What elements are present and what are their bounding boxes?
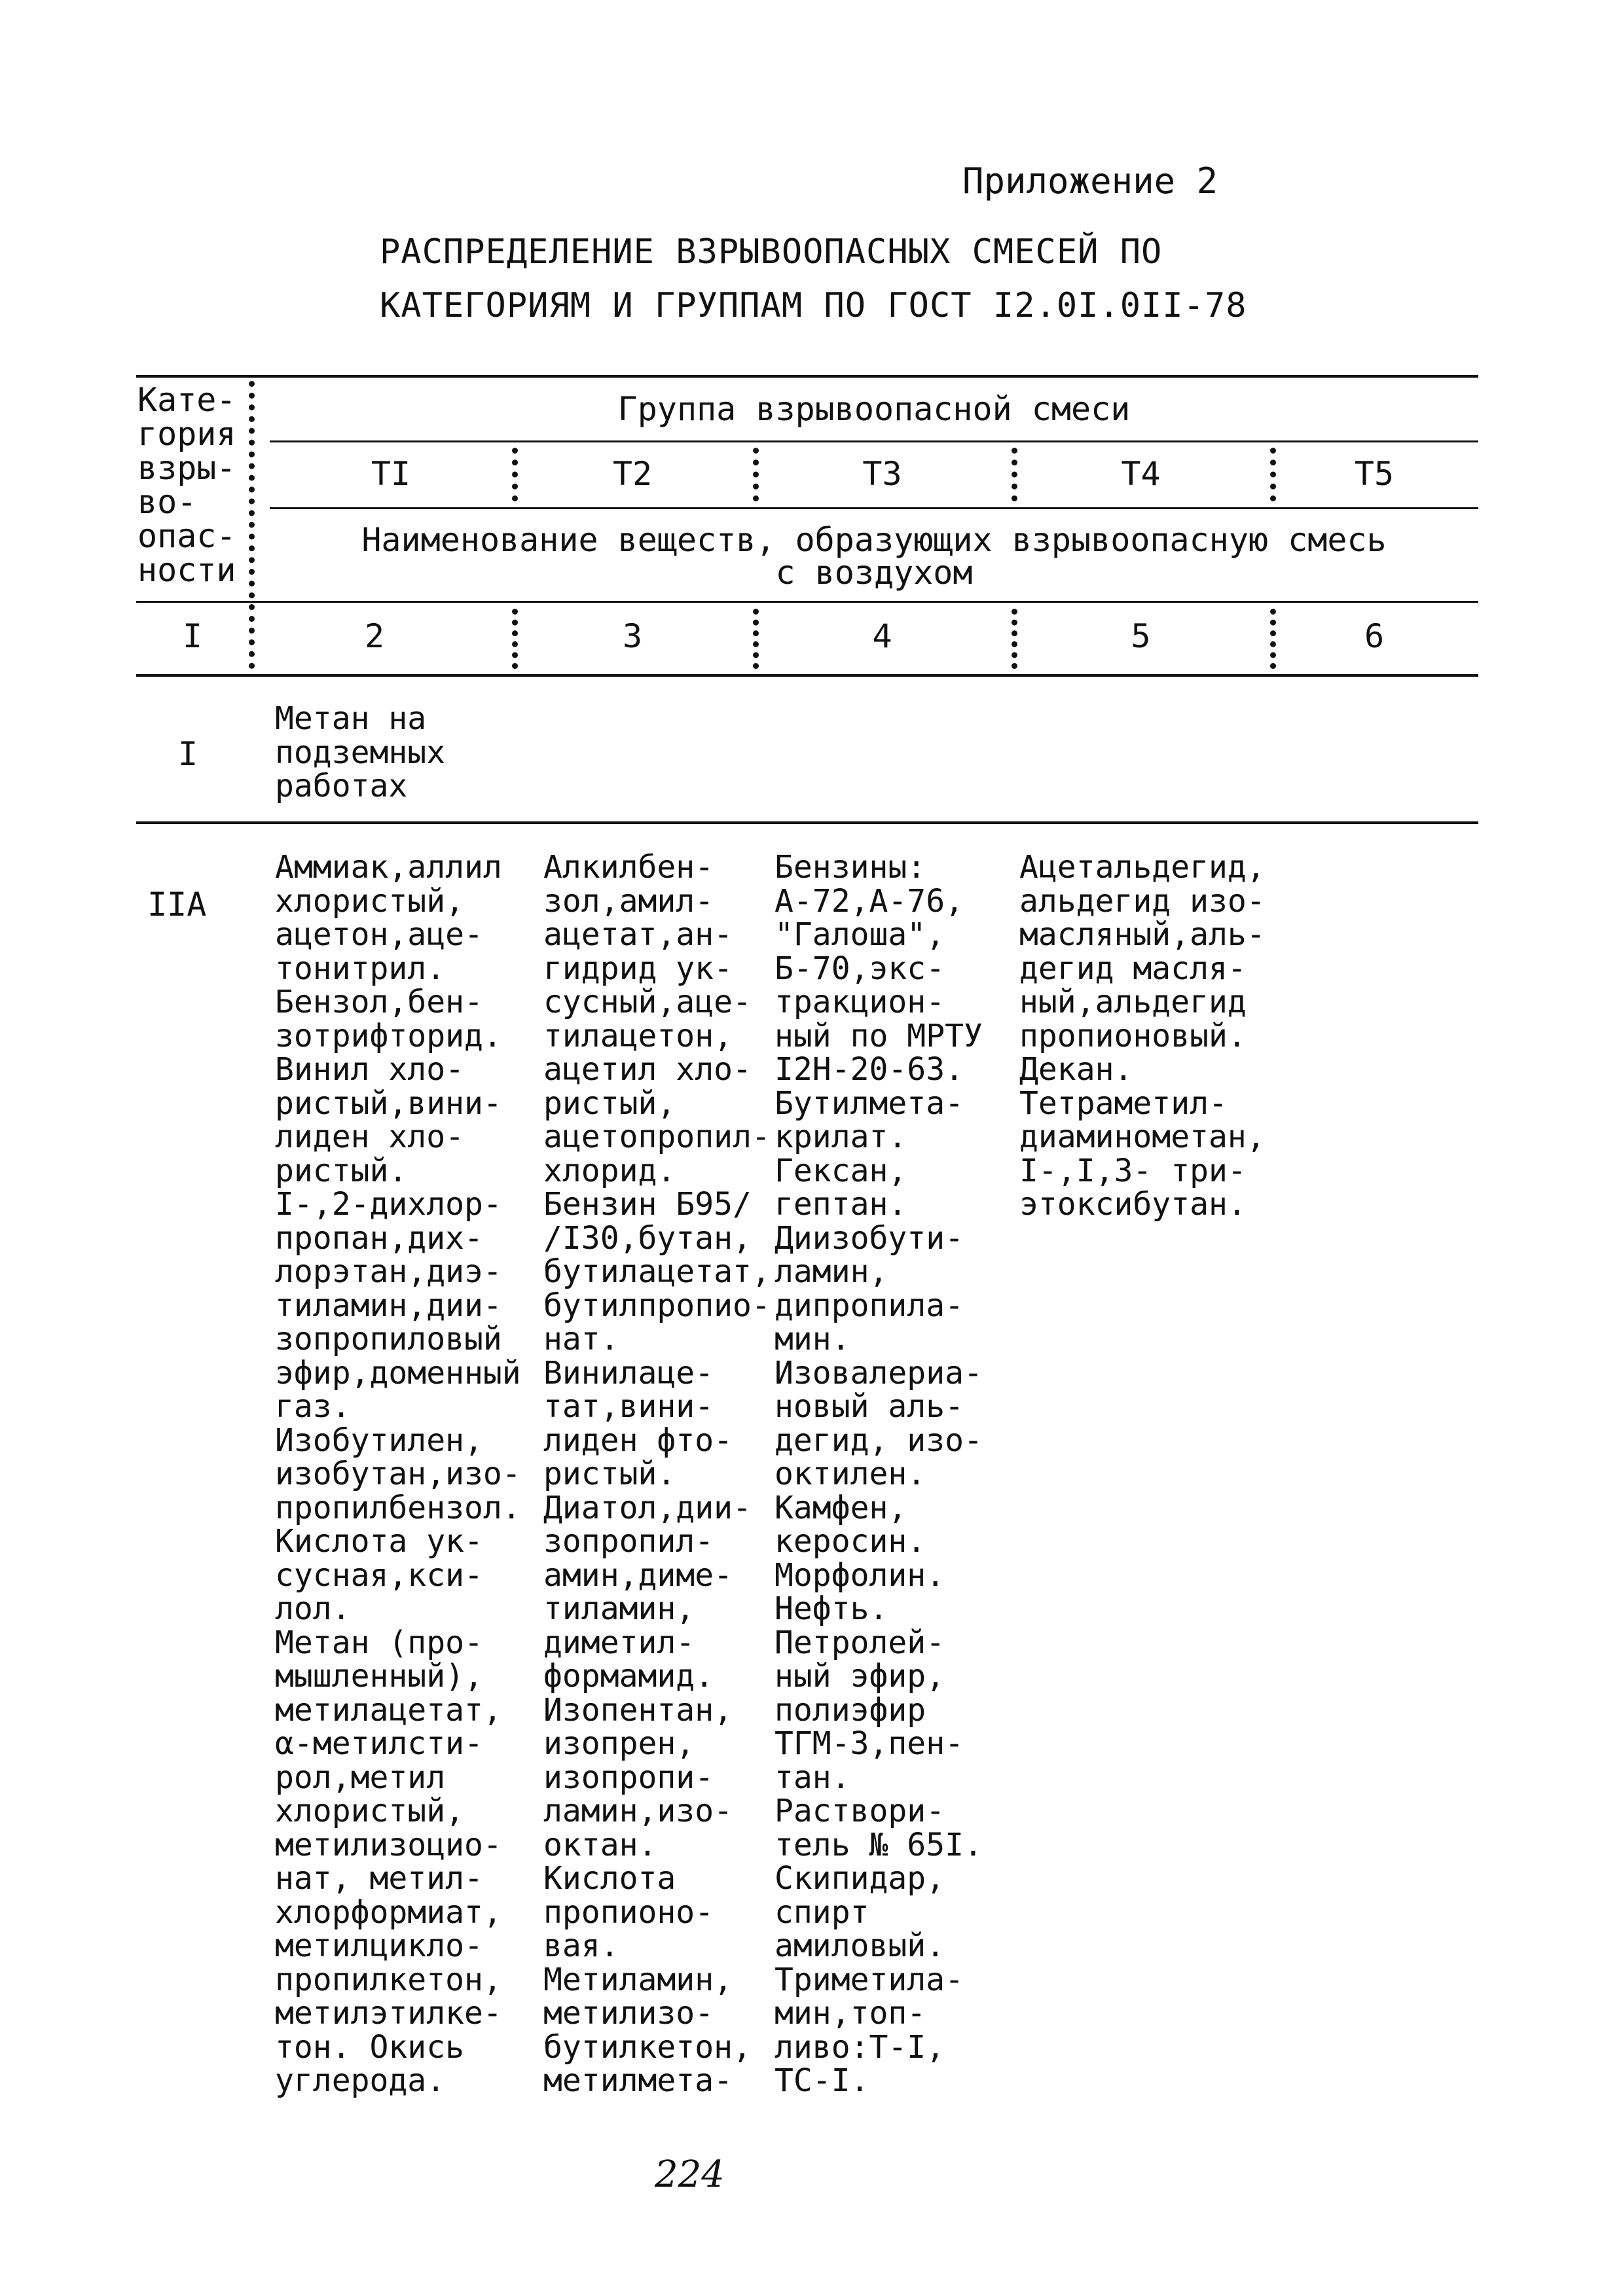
row-1-t1: Метан на подземных работах: [275, 700, 446, 804]
group-header-rule: [270, 440, 1478, 442]
page-number: 224: [655, 2153, 725, 2196]
row-1-category: I: [178, 735, 198, 773]
column-numbers-rule: [136, 674, 1478, 677]
substances-header-rule: [136, 601, 1478, 603]
document-title-line-2: КАТЕГОРИЯМ И ГРУППАМ ПО ГОСТ I2.0I.0II-78: [380, 286, 1247, 325]
row-2-category: IIA: [147, 886, 207, 924]
substances-header: Наименование веществ, образующих взрывоопасную смесь с воздухом: [361, 521, 1387, 592]
category-column-divider: [249, 381, 255, 669]
row-2-t4: Ацетальдегид, альдегид изо- масляный,аль- дегид масля- ный,альдегид пропионовый. Декан. Тетраметил- диаминометан, I-,I,3- три- этоксибутан.: [1019, 849, 1266, 1223]
column-number-6: 6: [1364, 617, 1385, 655]
groups-rule: [270, 507, 1478, 509]
column-number-2: 2: [364, 617, 385, 655]
group-t5: T5: [1354, 455, 1395, 493]
row-separator: [136, 821, 1478, 824]
group-t4: T4: [1121, 455, 1161, 493]
group-t2: T2: [612, 455, 653, 493]
row-2-t3: Бензины: А-72,А-76, "Галоша", Б-70,экс- тракцион- ный по МРТУ I2Н-20-63. Бутилмета- крилат. Гексан, гептан. Диизобути- ламин, дипропила- мин. Изовалериа- новый аль- дегид, изо- октилен. Камфен, керосин. Морфолин. Нефть. Петролей- ный эфир, полиэфир ТГМ-3,пен- тан. Раствори- тель № 65I. Скипидар, спирт амиловый. Триметила- мин,топ- ливо:Т-I, ТС-I.: [775, 849, 983, 2099]
group-t3: T3: [862, 455, 902, 493]
appendix-label: Приложение 2: [962, 160, 1218, 202]
column-number-5: 5: [1131, 617, 1151, 655]
table-top-rule: [136, 375, 1478, 378]
column-number-3: 3: [622, 617, 643, 655]
document-title-line-1: РАСПРЕДЕЛЕНИЕ ВЗРЫВООПАСНЫХ СМЕСЕЙ ПО: [380, 232, 1163, 272]
category-column-header: Кате- гория взры- во- опас- ности: [137, 381, 236, 589]
group-t1: TI: [371, 455, 411, 493]
group-header: Группа взрывоопасной смеси: [617, 390, 1131, 428]
column-number-1: I: [182, 617, 203, 655]
row-2-t2: Алкилбен- зол,амил- ацетат,ан- гидрид ук- сусный,аце- тилацетон, ацетил хло- ристый, ацетопропил- хлорид. Бензин Б95/ /I30,бутан, бутилацетат, бутилпропио- нат. Винилаце- тат,вини- лиден фто- ристый. Диатол,дии- зопропил- амин,диме- тиламин, диметил- формамид. Изопентан, изопрен, изопропи- ламин,изо- октан. Кислота пропионо- вая. Метиламин, метилизо- бутилкетон, метилмета-: [543, 849, 771, 2099]
row-2-t1: Аммиак,аллил хлористый, ацетон,аце- тонитрил. Бензол,бен- зотрифторид. Винил хло- ристый,вини- лиден хло- ристый. I-,2-дихлор- пропан,дих- лорэтан,диэ- тиламин,дии- зопропиловый эфир,доменный газ. Изобутилен, изобутан,изо- пропилбензол. Кислота ук- сусная,кси- лол. Метан (про- мышленный), метилацетат, α-метилсти- рол,метил хлористый, метилизоцио- нат, метил- хлорформиат, метилцикло- пропилкетон, метилэтилке- тон. Окись углерода.: [275, 849, 521, 2099]
column-number-4: 4: [872, 617, 892, 655]
